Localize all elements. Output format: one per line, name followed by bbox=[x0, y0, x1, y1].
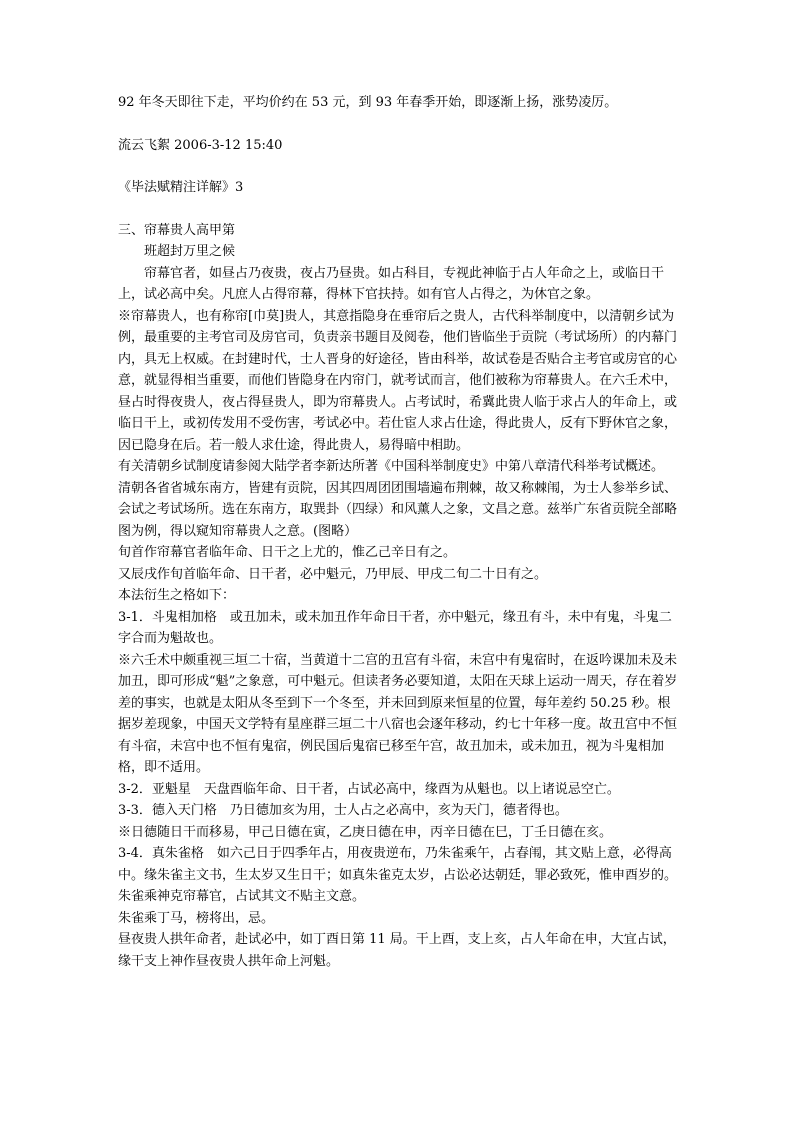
pattern-item: 3-3．德入天门格 乃日德加亥为用，士人占之必高中，亥为天门，德者得也。 bbox=[118, 803, 568, 818]
pattern-item: 3-1．斗鬼相加格 或丑加未，或未加丑作年命日干者，亦中魁元，缘丑有斗，未中有鬼，斗鬼二字合而为魁故也。 bbox=[118, 609, 672, 646]
paragraph: 旬首作帘幕官者临年命、日干之上尤的，惟乙己辛日有之。 bbox=[118, 545, 457, 560]
paragraph: 又辰戌作旬首临年命、日干者，必中魁元，乃甲辰、甲戌二旬二十日有之。 bbox=[118, 566, 548, 582]
paragraph: 昼夜贵人拱年命者，赴试必中，如丁酉日第 11 局。干上酉，支上亥，占人年命在申，大宜占试，缘干支上神作昼夜贵人拱年命上河魁。 bbox=[118, 932, 676, 969]
paragraph: 92 年冬天即往下走，平均价约在 53 元，到 93 年春季开始，即逐渐上扬，涨势凌厉。 bbox=[118, 95, 618, 110]
paragraph: 帘幕官者，如昼占乃夜贵，夜占乃昼贵。如占科目，专视此神临于占人年命之上，或临日干上，试必高中矣。凡庶人占得帘幕，得林下官扶持。如有官人占得之，为休官之象。 bbox=[118, 265, 665, 302]
pattern-item: 3-4．真朱雀格 如六己日于四季年占，用夜贵逆布，乃朱雀乘午，占春闱，其文贴上意，必得高中。缘朱雀主文书，生太岁又生日干；如真朱雀克太岁，占讼必达朝廷，罪必致死，惟申酉岁的。 bbox=[118, 846, 678, 883]
pattern-item: 3-2．亚魁星 天盘酉临年命、日干者，占试必高中，缘酉为从魁也。以上诸说忌空亡。 bbox=[118, 781, 620, 797]
commentary-paragraph: ※日德随日干而移易，甲己日德在寅，乙庚日德在申，丙辛日德在巳，丁壬日德在亥。 bbox=[118, 824, 613, 840]
paragraph: 本法衍生之格如下： bbox=[118, 588, 236, 603]
commentary-paragraph: ※六壬术中颇重视三垣二十宿，当黄道十二宫的丑宫有斗宿，未宫中有鬼宿时，在返吟课加未及未加丑，即可形成“魁”之象意，可中魁元。但读者务必要知道，太阳在天球上运动一周天，存在着岁差的事实，也就是太阳从冬至到下一个冬至，并未回到原来恒星的位置，每年差约 50.25 秒。根据岁差现象，中国天文学特有星座群三垣二十八宿也会逐年移动，约七十年移一度。故丑宫中不恒有斗宿，未宫中也不恒有鬼宿，例民国后鬼宿已移至午宫，故丑加未，或未加丑，视为斗鬼相加格，即不适用。 bbox=[118, 652, 678, 775]
paragraph: 清朝各省省城东南方，皆建有贡院，因其四周团团围墙遍布荆棘，故又称棘闱，为士人参举乡试、会试之考试场所。选在东南方，取巽卦（四绿）和风薰人之象，文昌之意。兹举广东省贡院全部略图为例，得以窥知帘幕贵人之意。(图略） bbox=[118, 480, 678, 539]
paragraph: 朱雀乘丁马，榜将出，忌。 bbox=[118, 910, 275, 926]
post-title: 《毕法赋精注详解》3 bbox=[118, 180, 244, 195]
post-author-timestamp: 流云飞絮 2006-3-12 15:40 bbox=[118, 137, 283, 153]
paragraph: 有关清朝乡试制度请参阅大陆学者李新达所著《中国科举制度史》中第八章清代科举考试概述。 bbox=[118, 459, 665, 474]
section-subheading: 班超封万里之候 bbox=[144, 244, 236, 259]
section-heading: 三、帘幕贵人高甲第 bbox=[118, 222, 236, 238]
paragraph: 朱雀乘神克帘幕官，占试其文不贴主文意。 bbox=[118, 889, 366, 904]
document-page bbox=[118, 92, 678, 972]
commentary-paragraph: ※帘幕贵人，也有称帘[巾莫]贵人，其意指隐身在垂帘后之贵人，古代科举制度中，以清朝乡试为例，最重要的主考官司及房官司，负责亲书题目及阅卷，他们皆临坐于贡院（考试场所）的内幕门内，具无上权威。在封建时代，士人晋身的好途径，皆由科举，故试卷是否贴合主考官或房官的心意，就显得相当重要，而他们皆隐身在内帘门，就考试而言，他们被称为帘幕贵人。在六壬术中，昼占时得夜贵人，夜占得昼贵人，即为帘幕贵人。占考试时，希冀此贵人临于求占人的年命上，或临日干上，或初传发用不受伤害，考试必中。若仕宦人求占仕途，得此贵人，反有下野休官之象，因已隐身在后。若一般人求仕途，得此贵人，易得暗中相助。 bbox=[118, 308, 678, 453]
